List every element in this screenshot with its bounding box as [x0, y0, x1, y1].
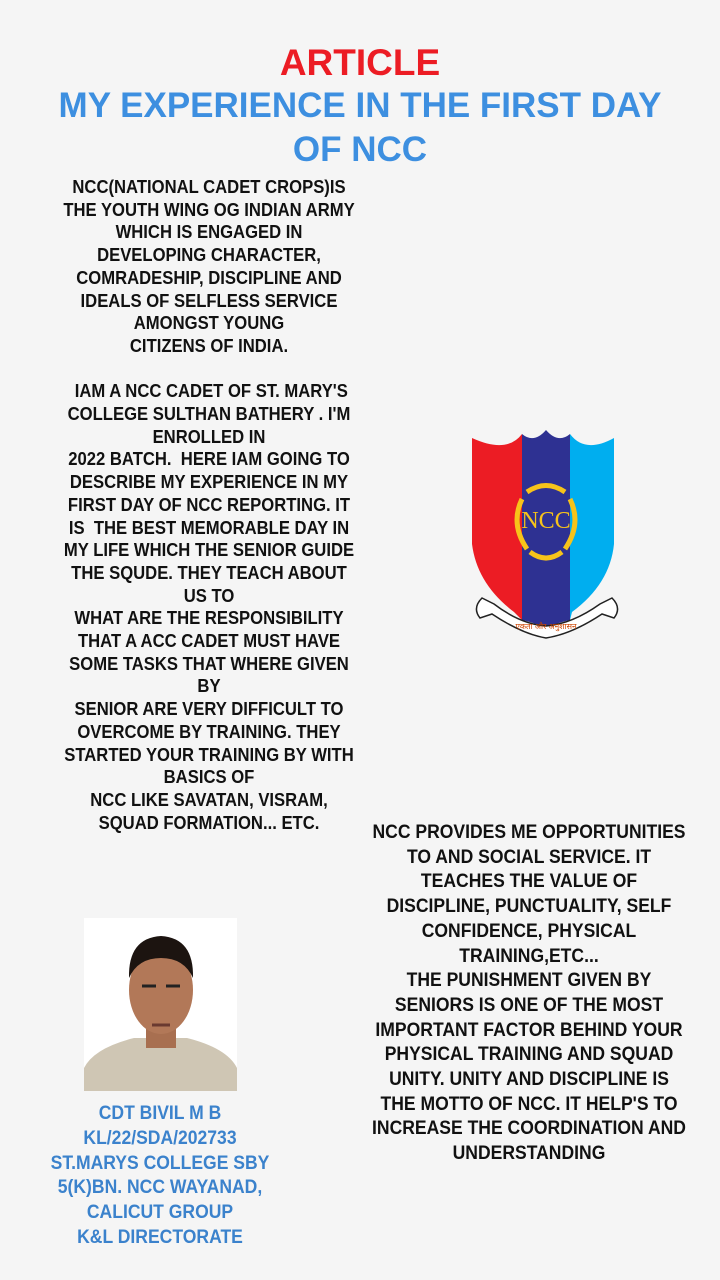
text-line: NCC PROVIDES ME OPPORTUNITIES [372, 821, 686, 843]
text-line: UNDERSTANDING [452, 1142, 606, 1165]
text-line: ST.MARYS COLLEGE SBY [50, 1151, 270, 1174]
text-line: COLLEGE SULTHAN BATHERY . I'M [67, 403, 351, 425]
text-line: THE YOUTH WING OG INDIAN ARMY [63, 198, 355, 220]
text-line: IMPORTANT FACTOR BEHIND YOUR [375, 1018, 683, 1041]
text-line: IDEALS OF SELFLESS SERVICE [80, 289, 338, 311]
text-line: SQUAD FORMATION... ETC. [98, 811, 320, 833]
text-line: TRAINING,ETC... [459, 944, 599, 967]
text-line: STARTED YOUR TRAINING BY WITH [64, 743, 354, 765]
text-line: TO AND SOCIAL SERVICE. IT [406, 845, 652, 868]
text-line: THE SQUDE. THEY TEACH ABOUT [71, 561, 347, 583]
text-line: FIRST DAY OF NCC REPORTING. IT [67, 493, 351, 515]
text-line: DEVELOPING CHARACTER, [97, 244, 321, 266]
text-line: BASICS OF [163, 766, 255, 788]
text-line: SOME TASKS THAT WHERE GIVEN [69, 652, 349, 674]
author-caption [10, 1101, 310, 1250]
text-line: DESCRIBE MY EXPERIENCE IN MY [69, 471, 349, 493]
text-line: CDT BIVIL M B [98, 1102, 222, 1124]
logo-text: NCC [521, 508, 571, 534]
text-line: K&L DIRECTORATE [77, 1225, 243, 1248]
text-line: DISCIPLINE, PUNCTUALITY, SELF [386, 895, 672, 918]
text-line: INCREASE THE COORDINATION AND [372, 1117, 686, 1140]
text-line: KL/22/SDA/202733 [83, 1126, 237, 1149]
text-line: SENIOR ARE VERY DIFFICULT TO [74, 698, 344, 720]
text-line: ENROLLED IN [152, 425, 266, 447]
text-line: WHAT ARE THE RESPONSIBILITY [74, 607, 344, 629]
text-line: CITIZENS OF INDIA. [129, 334, 289, 356]
article-label: ARTICLE [279, 42, 441, 83]
text-line: IS THE BEST MEMORABLE DAY IN [68, 516, 350, 538]
text-line: 2022 BATCH. HERE IAM GOING TO [68, 448, 350, 470]
ncc-logo [422, 424, 662, 656]
text-line: PHYSICAL TRAINING AND SQUAD [384, 1043, 674, 1066]
text-line: US TO [183, 584, 235, 606]
text-line: THAT A ACC CADET MUST HAVE [77, 630, 341, 652]
text-line: THE MOTTO OF NCC. IT HELP'S TO [380, 1092, 678, 1115]
text-line: COMRADESHIP, DISCIPLINE AND [76, 266, 342, 288]
text-line: NCC(NATIONAL CADET CROPS)IS [72, 176, 346, 197]
text-line: AMONGST YOUNG [133, 312, 285, 334]
text-line: THE PUNISHMENT GIVEN BY [406, 969, 652, 992]
text-line: 5(K)BN. NCC WAYANAD, [57, 1176, 263, 1199]
text-line: IAM A NCC CADET OF ST. MARY'S [70, 380, 348, 402]
text-line: SENIORS IS ONE OF THE MOST [394, 993, 664, 1016]
title-line: MY EXPERIENCE IN THE FIRST DAY [58, 86, 662, 125]
title-line: OF NCC [292, 130, 428, 169]
svg-text:एकता और अनुशासन: एकता और अनुशासन [515, 622, 577, 631]
text-line [39, 358, 379, 381]
text-line: OVERCOME BY TRAINING. THEY [77, 720, 341, 742]
text-line: BY [197, 675, 221, 697]
cadet-photo [84, 918, 237, 1091]
text-line: CALICUT GROUP [86, 1201, 234, 1224]
text-line: NCC LIKE SAVATAN, VISRAM, [90, 788, 328, 810]
article-title [0, 84, 720, 172]
text-line: MY LIFE WHICH THE SENIOR GUIDE [63, 539, 355, 561]
intro-text [20, 176, 398, 834]
text-line: TEACHES THE VALUE OF [420, 870, 638, 893]
text-line: WHICH IS ENGAGED IN [115, 221, 303, 243]
benefits-text [340, 820, 718, 1166]
text-line: UNITY. UNITY AND DISCIPLINE IS [389, 1068, 669, 1091]
text-line: CONFIDENCE, PHYSICAL [421, 919, 637, 942]
